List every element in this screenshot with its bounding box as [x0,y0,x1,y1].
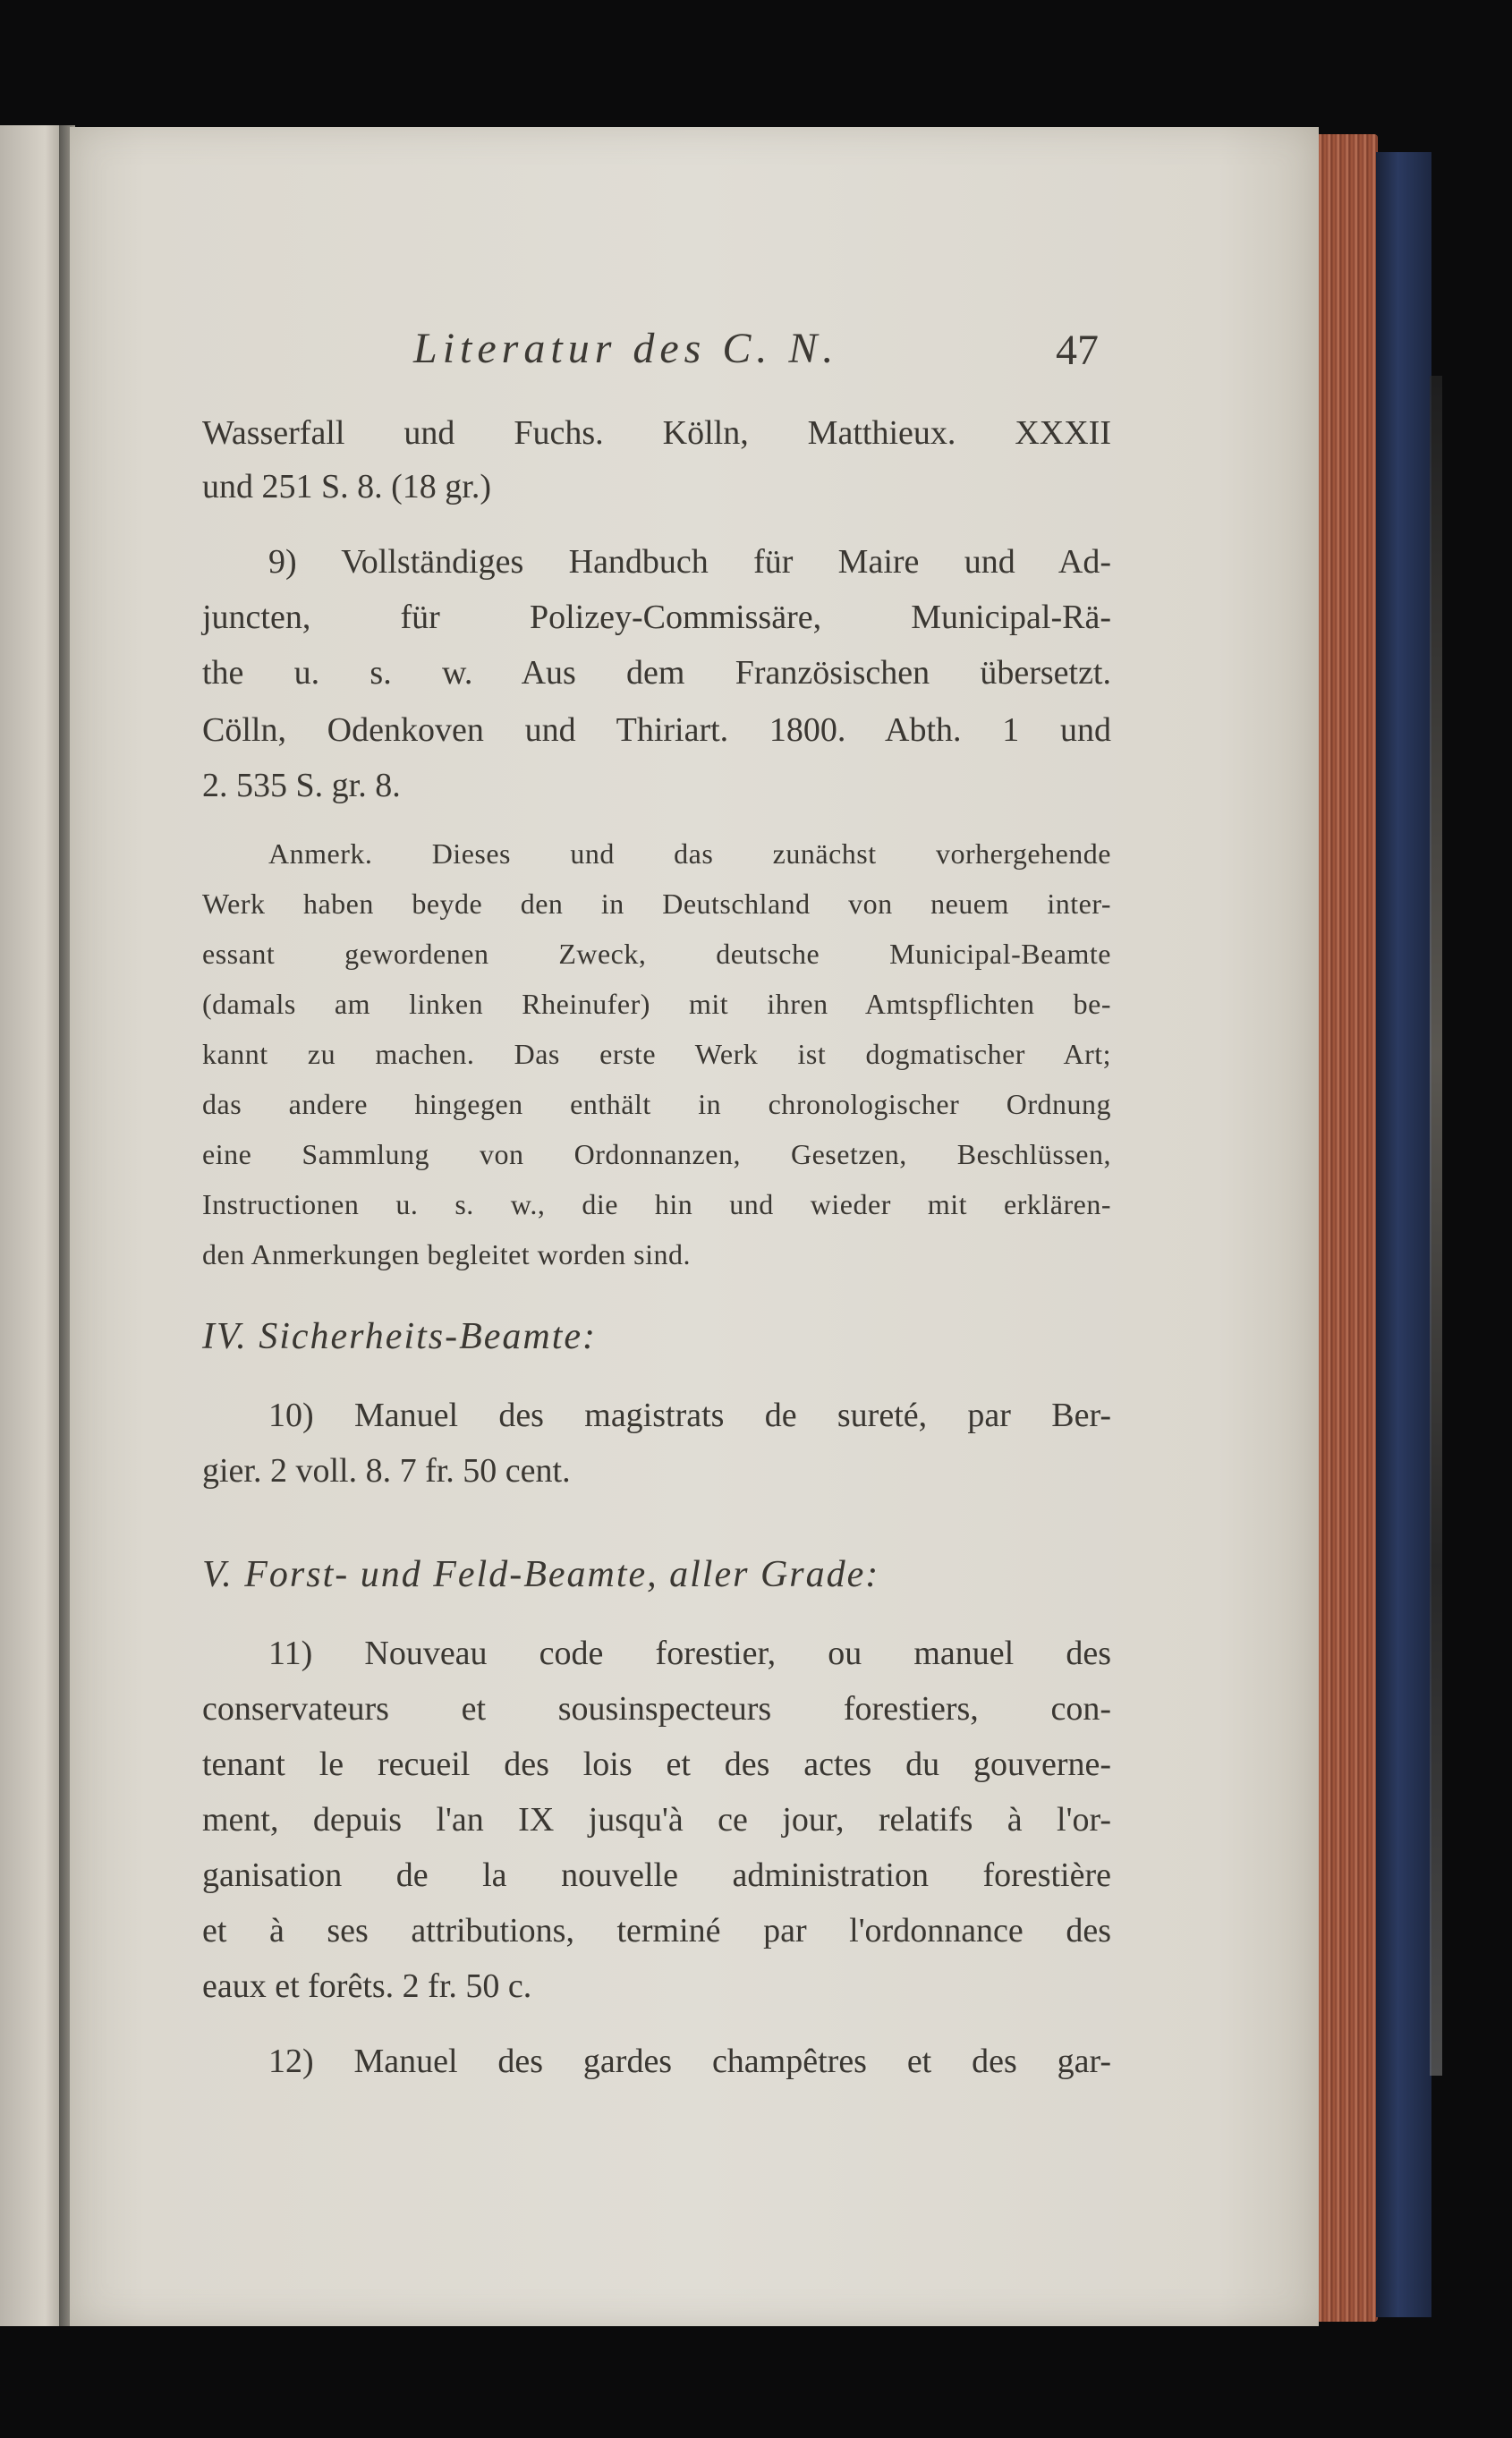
section-heading-iv: IV. Sicherheits-Beamte: [202,1316,598,1357]
page-number: 47 [1056,327,1099,374]
note-line: das andere hingegen enthält in chronologischer Ordnung [202,1088,1111,1120]
text-line: 11) Nouveau code forestier, ou manuel des [268,1635,1111,1672]
facing-page-edge [0,125,64,2326]
note-line: Anmerk. Dieses und das zunächst vorhergehende [268,837,1111,870]
text-line: gier. 2 voll. 8. 7 fr. 50 cent. [202,1452,571,1490]
note-line: kannt zu machen. Das erste Werk ist dogmatischer Art; [202,1038,1111,1070]
text-line: the u. s. w. Aus dem Französischen übersetzt. [202,654,1111,692]
text-line: eaux et forêts. 2 fr. 50 c. [202,1967,532,2005]
text-line: 9) Vollständiges Handbuch für Maire und Ad- [268,543,1111,581]
text-line: und 251 S. 8. (18 gr.) [202,468,491,505]
text-line: ment, depuis l'an IX jusqu'à ce jour, relatifs à l'or- [202,1801,1111,1839]
text-line: 2. 535 S. gr. 8. [202,767,401,804]
text-line: 12) Manuel des gardes champêtres et des gar- [268,2043,1111,2080]
text-line: conservateurs et sousinspecteurs forestiers, con- [202,1690,1111,1728]
note-line: (damals am linken Rheinufer) mit ihren Amtspflichten be- [202,988,1111,1020]
text-line: Cölln, Odenkoven und Thiriart. 1800. Abth. 1 und [202,711,1111,749]
book-cover [1376,152,1431,2317]
cover-spine-strip [1430,376,1442,2076]
text-line: Wasserfall und Fuchs. Kölln, Matthieux. XXXII [202,414,1111,452]
text-line: 10) Manuel des magistrats de sureté, par Ber- [268,1397,1111,1434]
text-line: et à ses attributions, terminé par l'ordonnance des [202,1912,1111,1950]
running-head: Literatur des C. N. [413,325,839,372]
note-line: Instructionen u. s. w., die hin und wieder mit erklären- [202,1188,1111,1220]
note-line: den Anmerkungen begleitet worden sind. [202,1238,691,1270]
note-line: eine Sammlung von Ordonnanzen, Gesetzen, Beschlüssen, [202,1138,1111,1170]
section-heading-v: V. Forst- und Feld-Beamte, aller Grade: [202,1554,880,1595]
text-line: tenant le recueil des lois et des actes du gouverne- [202,1746,1111,1783]
page-block-edge [1313,134,1378,2322]
text-line: juncten, für Polizey-Commissäre, Municipal-Rä- [202,599,1111,636]
note-line: Werk haben beyde den in Deutschland von neuem inter- [202,888,1111,920]
note-line: essant gewordenen Zweck, deutsche Municipal-Beamte [202,938,1111,970]
text-line: ganisation de la nouvelle administration forestière [202,1856,1111,1894]
